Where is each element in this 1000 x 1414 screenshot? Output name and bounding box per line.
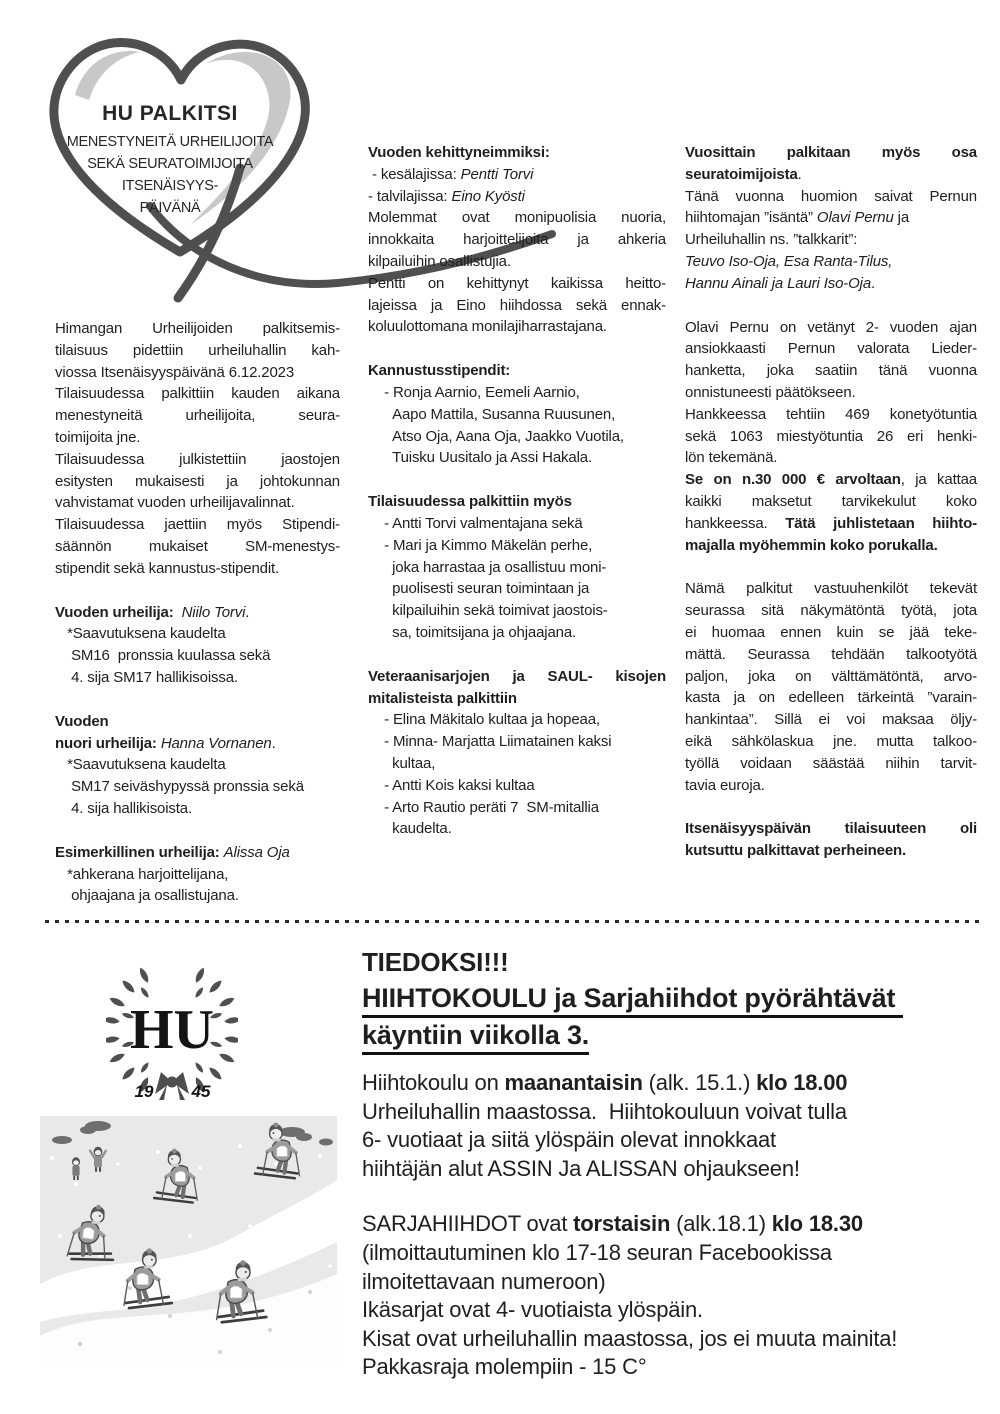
text-block	[685, 142, 977, 186]
text-line: Itsenäisyyspäivän tilaisuuteen oli	[685, 820, 977, 838]
text-line: majalla myöhemmin koko porukalla.	[685, 536, 938, 554]
text-line: kaikki maksetut tarvikekulut koko	[685, 492, 977, 510]
text-block	[368, 709, 666, 840]
text-line: Kisat ovat urheiluhallin maastossa, jos ei muuta mainita!	[362, 1325, 898, 1351]
dashed-divider	[45, 920, 985, 923]
text-line: hankintaa”. Sillä ei voi maksaa öljy-	[685, 711, 977, 729]
text-line: innokkaita harjoittelijoita ja ahkeria	[368, 231, 666, 249]
text-line: onnistuneesti päätökseen.	[685, 383, 856, 401]
heart-subtitle-line: PÄIVÄNÄ	[139, 200, 201, 216]
text-line: Olavi Pernu on vetänyt 2- vuoden ajan	[685, 318, 977, 336]
text-line: Tilaisuudessa palkittiin kauden aikana	[55, 385, 340, 403]
text-line: Vuosittain palkitaan myös osa	[685, 144, 977, 161]
text-line: - Minna- Marjatta Liimatainen kaksi	[368, 733, 612, 751]
text-block	[55, 318, 340, 383]
text-line: paljon, joka on välttämätöntä, arvo-	[685, 667, 977, 685]
text-line: Tuisku Uusitalo ja Assi Hakala.	[368, 449, 592, 467]
text-line: työllä voidaan säästää niihin tarvit-	[685, 754, 977, 772]
right-column	[685, 142, 977, 862]
text-line: Vuoden urheilija: Niilo Torvi.	[55, 603, 250, 621]
text-line: - Antti Torvi valmentajana sekä	[368, 514, 583, 532]
text-line: koluulottomana monilajiharrastajana.	[368, 318, 607, 336]
text-line: *ahkerana harjoittelijana,	[55, 865, 229, 883]
text-line: Esimerkillinen urheilija: Alissa Oja	[55, 843, 290, 861]
text-block	[368, 360, 666, 469]
text-block	[368, 273, 666, 338]
text-line: Teuvo Iso-Oja, Esa Ranta-Tilus,	[685, 252, 893, 270]
text-block	[685, 818, 977, 862]
text-line: puolisesti seuran toimintaan ja	[368, 580, 590, 598]
text-line: Kannustusstipendit:	[368, 362, 511, 380]
text-line: viossa Itsenäisyyspäivänä 6.12.2023	[55, 363, 295, 381]
text-line: lön tekemänä.	[685, 449, 778, 467]
text-line: Pentti on kehittynyt kaikissa heitto-	[368, 274, 666, 292]
heading-line-2: käyntiin viikolla 3.	[362, 1018, 589, 1055]
logo-initials: HU	[130, 999, 214, 1061]
text-block	[55, 842, 340, 907]
text-line: kultaa,	[368, 754, 436, 772]
text-block	[685, 186, 977, 230]
text-block	[362, 1210, 1000, 1382]
text-line: tavia euroja.	[685, 776, 765, 794]
text-block	[685, 229, 977, 294]
text-line: 4. sija hallikisoista.	[55, 799, 192, 817]
text-line: hiihtomajan ”isäntä” Olavi Pernu ja	[685, 209, 910, 227]
text-line: Tilaisuudessa jaettiin myös Stipendi-	[55, 516, 340, 534]
logo-year-left: 19	[134, 1082, 154, 1101]
middle-column	[368, 142, 666, 840]
text-line: Se on n.30 000 € arvoltaan, ja kattaa	[685, 471, 977, 489]
text-line: ilmoitettavaan numeroon)	[362, 1268, 606, 1294]
text-line: - Mari ja Kimmo Mäkelän perhe,	[368, 536, 593, 554]
text-line: kilpailuihin sekä toimivat jaostois-	[368, 602, 608, 620]
text-line: Nämä palkitut vastuuhenkilöt tekevät	[685, 580, 977, 598]
text-line: Urheiluhallin maastossa. Hiihtokouluun voivat tulla	[362, 1098, 847, 1124]
text-line: hiihtäjän alut ASSIN Ja ALISSAN ohjaukseen!	[362, 1155, 800, 1181]
text-line: SM16 pronssia kuulassa sekä	[55, 647, 271, 665]
text-line: sekä 1063 miestyötuntia 26 eri henki-	[685, 427, 977, 445]
text-block	[685, 317, 977, 404]
text-line: - Antti Kois kaksi kultaa	[368, 776, 535, 794]
text-block	[55, 711, 340, 820]
text-line: sa, toimitsijana ja ohjaajana.	[368, 623, 577, 641]
text-line: säännön mukaiset SM-menestys-	[55, 537, 340, 555]
text-line: Molemmat ovat monipuolisia nuoria,	[368, 209, 666, 227]
text-line: Hannu Ainali ja Lauri Iso-Oja.	[685, 274, 876, 292]
text-line: Vuoden kehittyneimmiksi:	[368, 144, 550, 161]
text-line: kasta ja on edelleen tärkeintä ”varain-	[685, 689, 977, 707]
heart-subtitle-line: ITSENÄISYYS-	[121, 178, 219, 194]
text-line: mitalisteista palkittiin	[368, 689, 517, 707]
text-line: toimijoita jne.	[55, 428, 141, 446]
heart-subtitle-line: MENESTYNEITÄ URHEILIJOITA	[66, 134, 274, 150]
text-line: ansiokkaasti Pernun valorata Lieder-	[685, 340, 977, 358]
text-line: hanketta, joka saatiin tänä vuonna	[685, 362, 977, 380]
announcement-heading	[362, 981, 1000, 1055]
text-line: - talvilajissa: Eino Kyösti	[368, 187, 525, 205]
text-line: Tänä vuonna huomion saivat Pernun	[685, 187, 977, 205]
text-block	[685, 469, 977, 556]
text-line: kaudelta.	[368, 820, 452, 838]
text-line: - Elina Mäkitalo kultaa ja hopeaa,	[368, 711, 600, 729]
heart-title: HU PALKITSI	[102, 102, 238, 125]
text-line: SARJAHIIHDOT ovat torstaisin (alk.18.1) klo 18.30	[362, 1211, 863, 1237]
heading-line-1: HIIHTOKOULU ja Sarjahiihdot pyörähtävät	[362, 981, 903, 1018]
text-block	[362, 1069, 1000, 1183]
text-line: Pakkasraja molempiin - 15 C°	[362, 1354, 647, 1380]
text-line: Aapo Mattila, Susanna Ruusunen,	[368, 405, 616, 423]
text-line: hankkeessa. Tätä juhlistetaan hiihto-	[685, 514, 978, 532]
text-line: vahvistamat vuoden urheilijavalinnat.	[55, 494, 295, 512]
text-block	[368, 142, 666, 207]
text-block	[685, 404, 977, 469]
text-line: (ilmoittautuminen klo 17-18 seuran Facebookissa	[362, 1239, 832, 1265]
text-line: ohjaajana ja osallistujana.	[55, 887, 239, 905]
text-line: seuratoimijoista.	[685, 165, 802, 183]
text-line: kutsuttu palkittavat perheineen.	[685, 842, 907, 860]
text-line: - Arto Rautio peräti 7 SM-mitallia	[368, 798, 599, 816]
text-line: eikä sähkölaskua jne. mutta talkoo-	[685, 732, 977, 750]
text-line: Atso Oja, Aana Oja, Jaakko Vuotila,	[368, 427, 624, 445]
text-line: Urheiluhallin ns. ”talkkarit”:	[685, 231, 858, 249]
text-line: Tilaisuudessa palkittiin myös	[368, 493, 572, 511]
text-line: ei huomaa ennen kuin se jää teke-	[685, 623, 977, 641]
text-line: - kesälajissa: Pentti Torvi	[368, 165, 534, 183]
text-line: Hankkeessa tehtiin 469 konetyötuntia	[685, 405, 977, 423]
ski-illustration	[40, 1116, 337, 1368]
text-line: seurassa sitä näkymätöntä työtä, jota	[685, 602, 977, 620]
bow-icon	[155, 1072, 189, 1100]
heart-subtitle-line: SEKÄ SEURATOIMIJOITA	[87, 156, 253, 172]
announcement-body	[362, 1069, 1000, 1382]
notice-title: TIEDOKSI!!!	[362, 947, 509, 977]
text-line: kilpailuihin osallistujia.	[368, 252, 511, 270]
text-line: joka harrastaa ja osallistuu moni-	[368, 558, 607, 576]
text-line: Veteraanisarjojen ja SAUL- kisojen	[368, 667, 666, 685]
text-line: - Ronja Aarnio, Eemeli Aarnio,	[368, 383, 580, 401]
text-line: SM17 seiväshypyssä pronssia sekä	[55, 778, 304, 796]
text-block	[368, 491, 666, 644]
text-line: lajeissa ja Eino hiihdossa sekä ennak-	[368, 296, 666, 314]
text-line: esitysten mukaisesti ja johtokunnan	[55, 472, 340, 490]
text-line: nuori urheilija: Hanna Vornanen.	[55, 734, 276, 752]
text-line: stipendit sekä kannustus-stipendit.	[55, 559, 280, 577]
text-block	[55, 383, 340, 448]
text-block	[55, 514, 340, 579]
text-line: Hiihtokoulu on maanantaisin (alk. 15.1.) klo 18.00	[362, 1070, 848, 1095]
announcement	[362, 946, 1000, 1382]
text-block	[368, 207, 666, 272]
text-block	[685, 578, 977, 796]
text-line: 6- vuotiaat ja siitä ylöspäin olevat innokkaat	[362, 1127, 776, 1153]
text-line: menestyneitä urheilijoita, seura-	[55, 407, 340, 425]
text-line: 4. sija SM17 hallikisoissa.	[55, 668, 238, 686]
left-column	[55, 318, 340, 907]
text-line: tilaisuus pidettiin urheiluhallin kah-	[55, 341, 340, 359]
text-line: Tilaisuudessa julkistettiin jaostojen	[55, 450, 340, 468]
text-line: Himangan Urheilijoiden palkitsemis-	[55, 320, 340, 337]
text-line: Vuoden	[55, 712, 109, 730]
text-block	[55, 449, 340, 514]
heart-text	[48, 102, 292, 219]
logo-year-right: 45	[191, 1082, 211, 1101]
text-line: Ikäsarjat ovat 4- vuotiaista ylöspäin.	[362, 1297, 703, 1323]
text-block	[368, 666, 666, 710]
text-block	[55, 602, 340, 689]
club-logo	[106, 966, 238, 1106]
text-line: mättä. Seurassa tehdään talkootyötä	[685, 645, 977, 663]
text-line: *Saavutuksena kaudelta	[55, 625, 226, 643]
text-line: *Saavutuksena kaudelta	[55, 756, 226, 774]
